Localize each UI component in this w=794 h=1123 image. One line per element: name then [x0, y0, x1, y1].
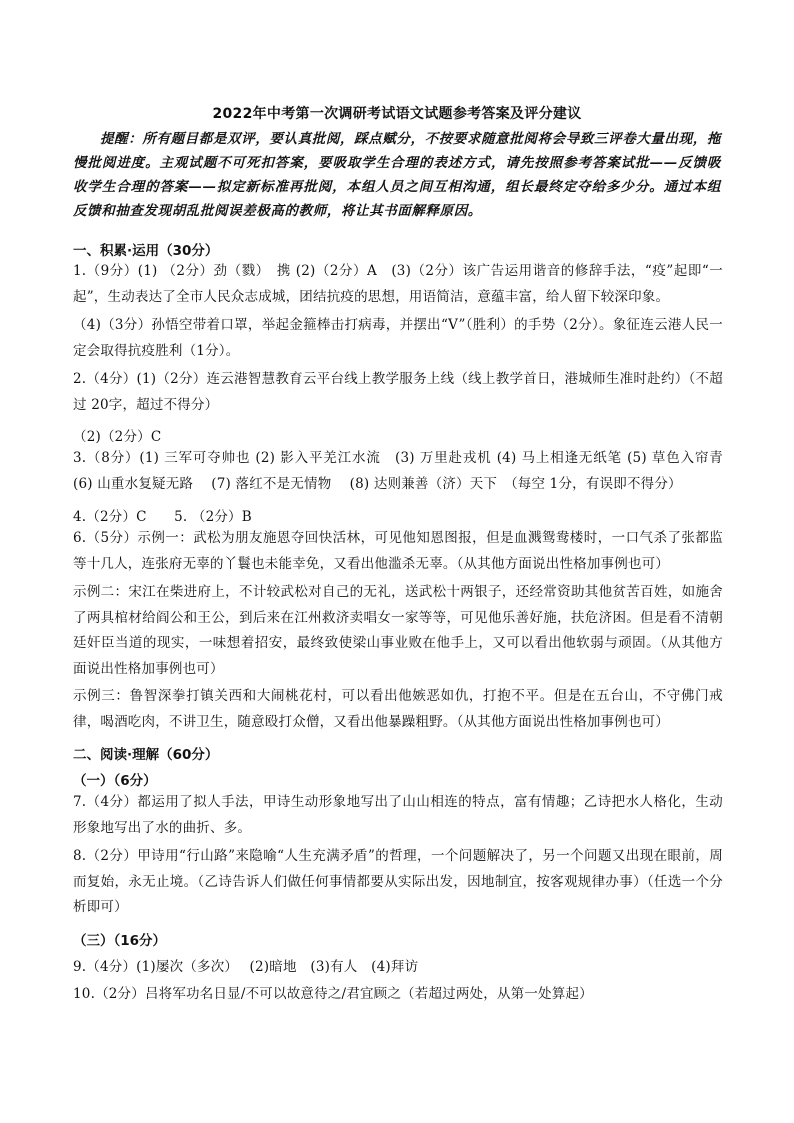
answer-q1-part2: （4)（3分）孙悟空带着口罩，举起金箍棒击打病毒，并摆出“V”（胜利）的手势（2分）。象征连云港人民一定会取得抗疫胜利（1分）。	[73, 317, 723, 359]
answer-q1-part1: 1.（9分）(1) （2分）劲（戮） 携 (2)（2分）A (3)（2分）该广告运用谐音的修辞手法，“疫”起即“一起”，生动表达了全市人民众志成城，团结抗疫的思想，用语简洁，意蕴丰富，给人留下较深印象。	[73, 263, 723, 305]
section-heading-reading: 二、阅读·理解（60分）	[73, 747, 219, 763]
answer-q2-part1: 2.（4分）(1)（2分）连云港智慧教育云平台线上教学服务上线（线上教学首日，港城师生准时赴约）（不超过 20字，超过不得分）	[73, 371, 723, 413]
answer-q6-example3: 示例三：鲁智深拳打镇关西和大闹桃花村，可以看出他嫉恶如仇，打抱不平。但是在五台山，不守佛门戒律，喝酒吃肉，不讲卫生，随意殴打众僧，又看出他暴躁粗野。（从其他方面说出性格加事例也可）	[73, 688, 723, 730]
answer-q10: 10.（2分）吕将军功名日显/不可以故意待之/君宜顾之（若超过两处，从第一处算起）	[73, 986, 593, 1002]
answer-q8: 8.（2分）甲诗用“行山路”来隐喻“人生充满矛盾”的哲理，一个问题解决了，另一个问题又出现在眼前，周而复始，永无止境。（乙诗告诉人们做任何事情都要从实际出发，因地制宜，按客观规律办事）（任选一个分析即可）	[73, 848, 723, 915]
subsection-heading-1: （一）（6分）	[73, 773, 157, 789]
answer-q6-example2: 示例二：宋江在柴进府上，不计较武松对自己的无礼，送武松十两银子，还经常资助其他贫苦百姓，如施舍了两具棺材给阎公和王公，到后来在江州救济卖唱女一家等等，可见他乐善好施，扶危济困。但是看不清朝廷奸臣当道的现实，一味想着招安，最终致使梁山事业败在他手上，又可以看出他软弱与顽固。（从其他方面说出性格加事例也可）	[73, 584, 723, 677]
section-heading-accumulation: 一、积累·运用（30分）	[73, 243, 219, 259]
answer-q4-q5: 4.（2分）C 5. （2分）B	[73, 509, 252, 525]
answer-q2-part2: （2)（2分）C	[73, 429, 162, 445]
answer-q6-example1: 6.（5分）示例一：武松为朋友施恩夺回快活林，可见他知恩图报，但是血溅鸳鸯楼时，一口气杀了张都监等十几人，连张府无辜的丫鬟也未能幸免，又看出他滥杀无辜。（从其他方面说出性格加事例也可）	[73, 530, 723, 572]
answer-q9: 9.（4分）(1)屡次（多次） (2)暗地 (3)有人 (4)拜访	[73, 959, 419, 975]
subsection-heading-3: （三）（16分）	[73, 933, 167, 949]
answer-q3: 3.（8分）(1) 三军可夺帅也 (2) 影入平羌江水流 (3) 万里赴戎机 (4) 马上相逢无纸笔 (5) 草色入帘青 (6) 山重水复疑无路 (7) 落红不是无情物 (8) 达则兼善（济）天下 （每空 1分，有误即不得分）	[73, 450, 737, 492]
grading-reminder: 提醒：所有题目都是双评，要认真批阅，踩点赋分，不按要求随意批阅将会导致三评卷大量出现，拖慢批阅进度。主观试题不可死扣答案，要吸取学生合理的表述方式，请先按照参考答案试批——反馈吸收学生合理的答案——拟定新标准再批阅，本组人员之间互相沟通，组长最终定夺给多少分。通过本组反馈和抽查发现胡乱批阅误差极高的教师，将让其书面解释原因。	[73, 131, 721, 219]
answer-q7: 7.（4分）都运用了拟人手法，甲诗生动形象地写出了山山相连的特点，富有情趣；乙诗把水人格化，生动形象地写出了水的曲折、多。	[73, 794, 723, 836]
document-title: 2022年中考第一次调研考试语文试题参考答案及评分建议	[212, 106, 582, 122]
